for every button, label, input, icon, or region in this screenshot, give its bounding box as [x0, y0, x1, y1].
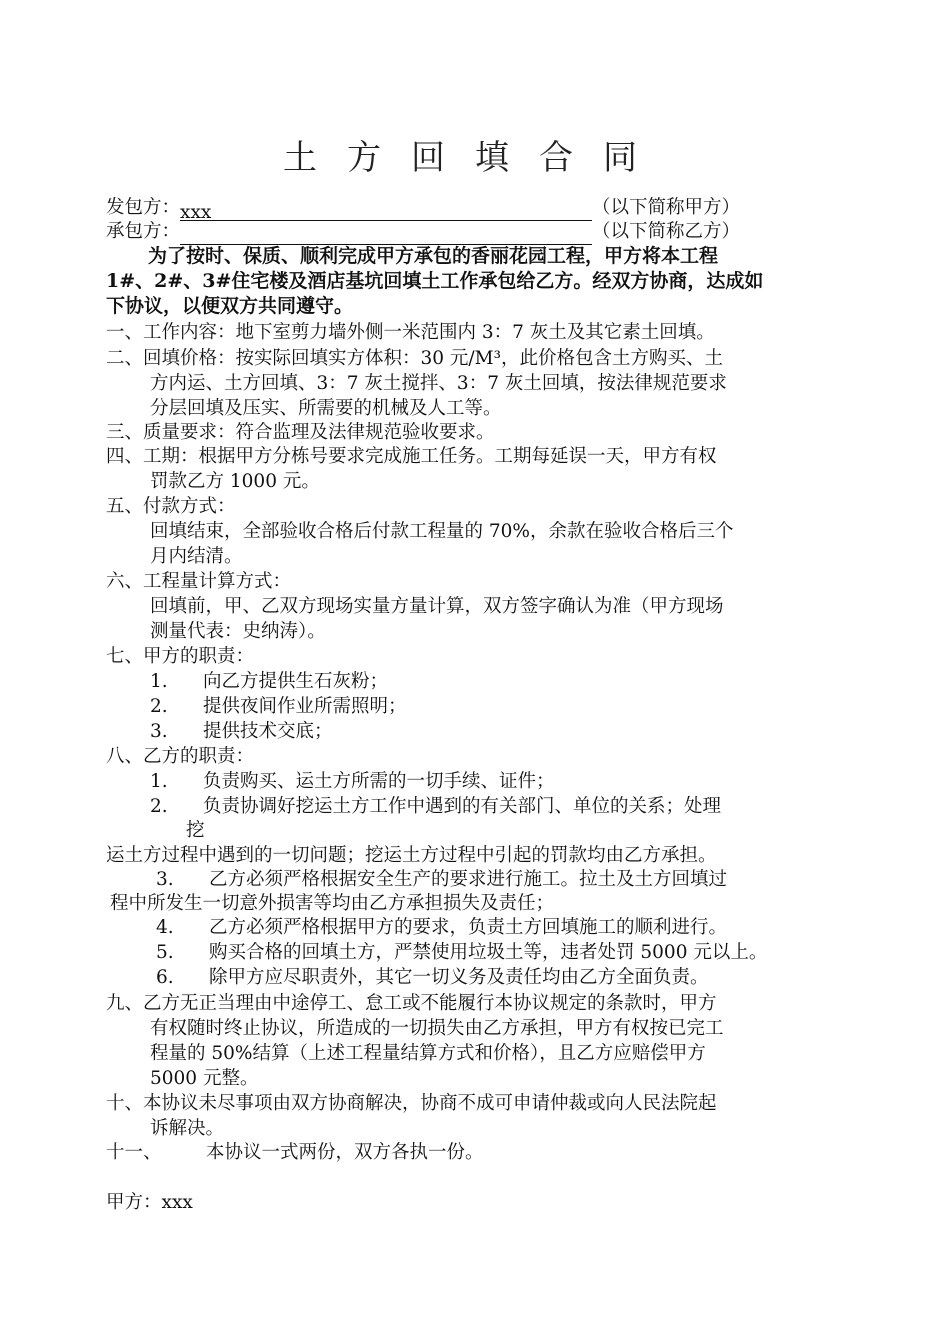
item-number: 1.: [150, 671, 168, 692]
item-text: 负责购买、运土方所需的一切手续、证件；: [203, 771, 555, 792]
clause-9-line-3: 程量的 50%结算（上述工程量结算方式和价格），且乙方应赔偿甲方: [150, 1043, 706, 1064]
item-number: 1.: [150, 771, 168, 792]
party-b-suffix: （以下简称乙方）: [592, 221, 741, 242]
item-number: 2.: [150, 796, 168, 817]
clause-8-item-2-cont: 运土方过程中遇到的一切问题；挖运土方过程中引起的罚款均由乙方承担。: [106, 845, 717, 866]
item-text: 向乙方提供生石灰粉；: [203, 671, 389, 692]
clause-2-line-3: 分层回填及压实、所需要的机械及人工等。: [150, 398, 502, 419]
item-number: 3.: [150, 721, 168, 742]
clause-8-head: 八、乙方的职责：: [106, 746, 255, 767]
item-text: 提供技术交底；: [203, 721, 333, 742]
clause-6-line-2: 测量代表：史纳涛）。: [150, 621, 326, 642]
intro-line-3: 下协议，以便双方共同遵守。: [106, 295, 354, 317]
clause-7-item: [150, 669, 388, 695]
party-b-line: [106, 219, 740, 245]
clause-8-item-6: [156, 965, 709, 991]
clause-10-line-1: 十、本协议未尽事项由双方协商解决，协商不成可申请仲裁或向人民法院起: [106, 1093, 717, 1114]
clause-7-head: 七、甲方的职责：: [106, 646, 255, 667]
clause-2-line-1: 二、回填价格：按实际回填实方体积：30 元/M³，此价格包含土方购买、土: [106, 348, 724, 369]
clause-11: [106, 1140, 484, 1166]
signature-value: xxx: [161, 1192, 193, 1213]
clause-8-item-3-cont: 程中所发生一切意外损害等均由乙方承担损失及责任；: [110, 893, 555, 914]
item-number: 6.: [156, 967, 174, 988]
clause-4-line-1: 四、工期：根据甲方分栋号要求完成施工任务。工期每延误一天，甲方有权: [106, 446, 717, 467]
clause-6-line-1: 回填前，甲、乙双方现场实量方量计算，双方签字确认为准（甲方现场: [150, 596, 724, 617]
clause-5-line-1: 回填结束，全部验收合格后付款工程量的 70%，余款在验收合格后三个: [150, 521, 734, 542]
clause-7-item: [150, 694, 407, 720]
clause-4-line-2: 罚款乙方 1000 元。: [150, 471, 320, 492]
clause-2-line-2: 方内运、土方回填、3：7 灰土搅拌、3：7 灰土回填，按法律规范要求: [150, 373, 727, 394]
item-text: 负责协调好挖运土方工作中遇到的有关部门、单位的关系；处理: [203, 796, 722, 817]
item-text: 提供夜间作业所需照明；: [203, 696, 407, 717]
signature-label: 甲方：: [106, 1192, 162, 1213]
item-text: 乙方必须严格根据甲方的要求，负责土方回填施工的顺利进行。: [209, 917, 728, 938]
clause-5-line-2: 月内结清。: [150, 546, 243, 567]
clause-10-line-2: 诉解决。: [150, 1118, 225, 1139]
item-number: 2.: [150, 696, 168, 717]
item-number: 4.: [156, 917, 174, 938]
clause-text: 本协议一式两份，双方各执一份。: [206, 1142, 484, 1163]
item-text: 购买合格的回填土方，严禁使用垃圾土等，违者处罚 5000 元以上。: [209, 942, 768, 963]
clause-8-item-2-wrap: 挖: [186, 820, 205, 841]
clause-number: 十一、: [106, 1142, 162, 1163]
clause-5-head: 五、付款方式：: [106, 496, 236, 517]
clause-3: 三、质量要求：符合监理及法律规范验收要求。: [106, 422, 495, 443]
clause-9-line-1: 九、乙方无正当理由中途停工、怠工或不能履行本协议规定的条款时，甲方: [106, 993, 717, 1014]
item-number: 3.: [156, 869, 174, 890]
party-b-field[interactable]: [180, 224, 592, 245]
item-number: 5.: [156, 942, 174, 963]
item-text: 乙方必须严格根据安全生产的要求进行施工。拉土及土方回填过: [209, 869, 728, 890]
item-text: 除甲方应尽职责外，其它一切义务及责任均由乙方全面负责。: [209, 967, 709, 988]
clause-8-item-1: [150, 769, 555, 795]
clause-9-line-2: 有权随时终止协议，所造成的一切损失由乙方承担，甲方有权按已完工: [150, 1018, 724, 1039]
clause-6-head: 六、工程量计算方式：: [106, 571, 292, 592]
intro-line-1: 为了按时、保质、顺利完成甲方承包的香丽花园工程，甲方将本工程: [148, 245, 719, 267]
document-title: 土方回填合同: [283, 138, 667, 178]
party-a-label: 发包方：: [106, 197, 181, 218]
clause-8-item-5: [156, 940, 767, 966]
clause-8-item-3: [156, 867, 727, 893]
clause-1: 一、工作内容：地下室剪力墙外侧一米范围内 3：7 灰土及其它素土回填。: [106, 322, 715, 343]
party-a-field[interactable]: [180, 200, 592, 221]
clause-7-item: [150, 719, 333, 745]
party-b-label: 承包方：: [106, 221, 181, 242]
party-a-suffix: （以下简称甲方）: [592, 197, 741, 218]
clause-8-item-2: [150, 794, 721, 820]
clause-8-item-4: [156, 915, 727, 941]
party-a-line: [106, 195, 740, 221]
signature-party-a: [106, 1190, 193, 1216]
clause-9-line-4: 5000 元整。: [150, 1068, 259, 1089]
intro-line-2: 1#、2#、3#住宅楼及酒店基坑回填土工作承包给乙方。经双方协商，达成如: [106, 270, 764, 292]
party-a-value: xxx: [180, 202, 212, 223]
